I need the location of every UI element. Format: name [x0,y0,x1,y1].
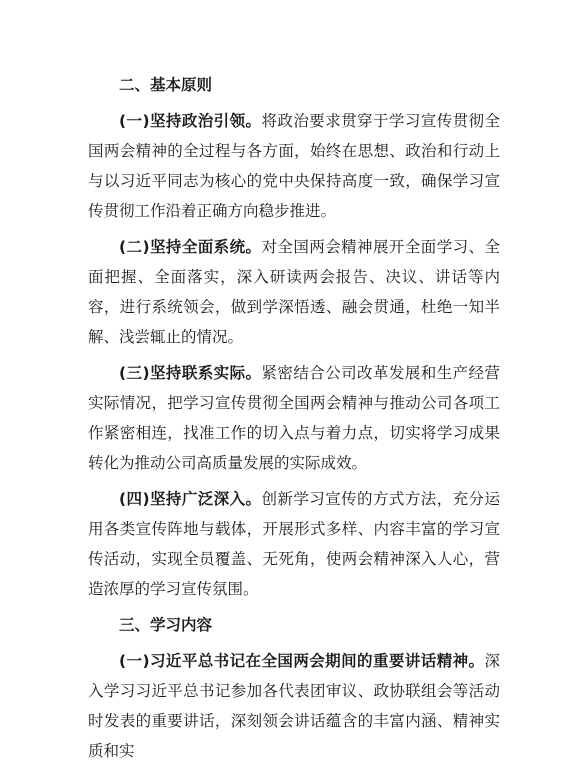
section-heading-content: 三、学习内容 [119,616,213,634]
principle-body-4: 创新学习宣传的方式方法，充分运用各类宣传阵地与载体，开展形式多样、内容丰富的学习宣传活动，实现全员覆盖、无死角，使两会精神深入人心，营造浓厚的学习宣传氛围。 [88,490,500,598]
principle-body-2: 对全国两会精神展开全面学习、全面把握、全面落实，深入研读两会报告、决议、讲话等内容，进行系统领会，做到学深悟透、融会贯通，杜绝一知半解、浅尝辄止的情况。 [88,238,500,346]
principle-title-4: (四)坚持广泛深入。 [119,490,262,508]
document-page [88,70,500,772]
principle-paragraph-3 [88,358,500,478]
principle-paragraph-1 [88,106,500,226]
principle-title-3: (三)坚持联系实际。 [119,364,262,382]
section-heading-principles: 二、基本原则 [119,76,213,94]
content-body-1: 深入学习习近平总书记参加各代表团审议、政协联组会等活动时发表的重要讲话，深刻领会讲话蕴含的丰富内涵、精神实质和实 [88,652,500,760]
principle-paragraph-4 [88,484,500,604]
principle-body-1: 将政治要求贯穿于学习宣传贯彻全国两会精神的全过程与各方面，始终在思想、政治和行动上与以习近平同志为核心的党中央保持高度一致，确保学习宣传贯彻工作沿着正确方向稳步推进。 [88,112,500,220]
content-title-1: (一)习近平总书记在全国两会期间的重要讲话精神。 [119,652,485,670]
content-paragraph-1 [88,646,500,766]
principle-title-1: (一)坚持政治引领。 [119,112,262,130]
principle-paragraph-2 [88,232,500,352]
principle-body-3: 紧密结合公司改革发展和生产经营实际情况，把学习宣传贯彻全国两会精神与推动公司各项工作紧密相连，找准工作的切入点与着力点，切实将学习成果转化为推动公司高质量发展的实际成效。 [88,364,500,472]
principle-title-2: (二)坚持全面系统。 [119,238,262,256]
